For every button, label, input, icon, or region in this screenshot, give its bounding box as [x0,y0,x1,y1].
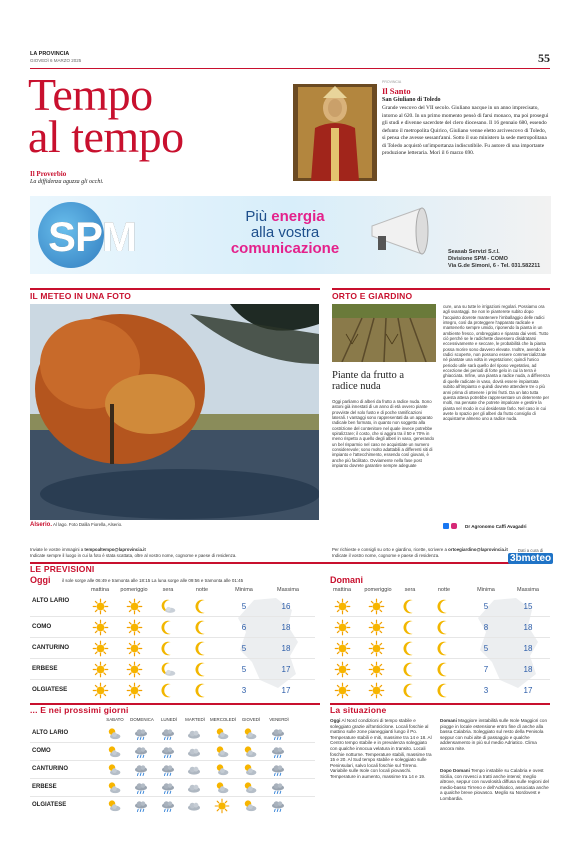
max-temp: 18 [523,644,533,653]
sun-icon [368,619,385,636]
max-temp: 18 [281,644,291,653]
min-temp: 5 [241,644,247,653]
ad-headline-a: Più [245,208,272,225]
col-sera: sera [162,587,174,593]
orto-col1: Oggi parliamo di alberi da frutto a radice nuda. Sono astoni già innestati di un anno di età ovvero piante provviste del solo fusto e di poche ramificazioni laterali. I vantaggi sono rappresentati da un apparato radicale ben formato, in quanto non soggetto alla costrizione del contenitore nel quale invece potrebbe spiralizzare; il costo, che si aggira tra il 50 e 70% in meno rispetto a quello degli alberi in vaso, generando un bel risparmio nel caso ne acquistiate un numero considerevole; sono molto adattabili a differenti siti di impianto e l'attecchimento, essendo così giovani, è anche più facilitato. Ovviamente nella fase post impianto dovrete garantire sempre adeguate [332,399,434,469]
previsioni-top-rule [30,562,550,564]
sun-icon [126,661,143,678]
moon-icon [194,661,211,678]
row-divider [30,742,315,743]
day-header: GIOVEDÌ [241,717,261,722]
orto-author: Dr Agronomo Caffi Avagadri [465,523,527,529]
rain-icon [133,780,149,796]
oggi-label: Oggi [30,575,51,585]
min-temp: 3 [483,686,489,695]
row-divider [30,616,315,617]
issue-date: GIOVEDÌ 6 MARZO 2025 [30,58,82,63]
day-header: SABATO [106,717,124,722]
row-divider [30,760,315,761]
day-header: DOMENICA [130,717,154,722]
orto-invite [332,547,508,559]
col-sera-domani: sera [404,587,416,593]
prossimi-title: ... E nei prossimi giorni [30,705,129,715]
facebook-icon[interactable] [443,523,449,529]
instagram-icon[interactable] [451,523,457,529]
orto-social [443,523,527,529]
col-pomeriggio-domani: pomeriggio [364,587,392,593]
day-header: MARTEDÌ [185,717,205,722]
moon-icon [402,598,419,615]
moon-icon [160,640,177,657]
sun-cloud-icon [106,744,122,760]
situazione-oggi-label: Oggi [330,718,341,723]
sun-icon [368,682,385,699]
sun-cloud-icon [242,780,258,796]
santo-block [382,80,550,158]
sun-cloud-icon [106,726,122,742]
domani-label: Domani [330,575,364,585]
min-temp: 8 [483,623,489,632]
sun-icon [126,640,143,657]
cloud-icon [186,726,202,742]
max-temp: 18 [281,623,291,632]
foto-email-link[interactable]: tempoaltempo@laprovincia.it [84,547,146,552]
sun-icon [214,798,230,814]
sun-cloud-icon [214,762,230,778]
foto-caption-text: Al lago. Foto Dalila Fiorella, Alserio. [53,522,123,527]
moon-icon [402,619,419,636]
megaphone-icon [366,206,436,256]
sun-icon [368,661,385,678]
cloud-icon [186,780,202,796]
rain-icon [133,726,149,742]
row-divider [30,637,315,638]
sun-cloud-icon [214,744,230,760]
row-divider [330,616,550,617]
min-temp: 5 [241,602,247,611]
moon-cloud-icon [160,598,177,615]
col-massima-domani: Massima [516,587,539,593]
rain-icon [160,726,176,742]
row-divider [30,658,315,659]
max-temp: 17 [281,665,291,674]
min-temp: 7 [483,665,489,674]
rain-icon [160,744,176,760]
city-name: ERBESE [32,665,58,672]
credit-label: Dati a cura di [517,548,544,553]
sun-icon [334,682,351,699]
orto-photo [332,304,436,362]
row-divider [30,796,315,797]
ad-headline-3: comunicazione [230,240,340,257]
foto-invite-2: Indicate sempre il luogo in cui la foto è stata scattata, oltre al vostro nome, cognome e paese di residenza. [30,553,237,558]
sun-cloud-icon [214,780,230,796]
sun-cloud-icon [242,726,258,742]
cloud-icon [186,762,202,778]
rain-icon [270,780,286,796]
paper-name: LA PROVINCIA [30,51,70,57]
moon-icon [402,640,419,657]
main-title-line2: al tempo [28,111,184,162]
city-name: COMO [32,623,52,630]
moon-icon [194,619,211,636]
santo-label: Il Santo [382,86,411,96]
city-name: ALTO LARIO [32,597,70,604]
sun-cloud-icon [242,744,258,760]
city-name: OLGIATESE [32,686,68,693]
min-temp: 6 [241,623,247,632]
orto-rule [332,288,550,290]
row-divider [330,679,550,680]
situazione-dopo [440,768,550,802]
min-temp: 5 [241,665,247,674]
foto-section-title: IL METEO IN UNA FOTO [30,291,132,301]
ad-headline-2: alla vostra [250,224,320,241]
city-name: CANTURINO [32,766,68,772]
masthead [30,51,550,65]
day-header: MERCOLEDÌ [209,717,237,722]
moon-icon [436,682,453,699]
foto-invite [30,547,236,559]
col-minima-domani: Minima [477,587,495,593]
rain-icon [270,798,286,814]
min-temp: 3 [241,686,247,695]
santo-text: Grande vescovo del VII secolo. Giuliano nacque in un anno imprecisato, intorno al 620. In un primo momento pensò di farsi monaco, ma poi proseguì gli studi e divenne sacerdote del clero diocesano. Il 16 gennaio 680, essendo defunto il metropolita Quirico, Giuliano venne eletto arcivescovo di Toledo, si pensa che avesse sessant'anni. Sotto il suo ministero la sede metropolitana di Toledo acquistò un'importanza indiscutibile. Fu autore di una importante produzione letteraria. Morì il 6 marzo 690. [382,105,549,156]
col-notte-domani: notte [437,587,451,593]
main-title [28,69,184,162]
sun-icon [368,598,385,615]
sun-icon [368,640,385,657]
rain-icon [160,798,176,814]
orto-invite-2: Indicate il vostro nome, cognome e paese di residenza. [332,553,440,558]
weather-photo [30,304,319,520]
sun-icon [334,661,351,678]
rain-icon [160,780,176,796]
sun-cloud-icon [106,798,122,814]
min-temp: 5 [483,602,489,611]
ad-contact-3: Via G.de Simoni, 6 - Tel. 031.582211 [448,263,541,269]
spm-logo: SPM [48,213,137,260]
ad-headline-b: energia [271,208,325,225]
max-temp: 15 [523,602,533,611]
moon-icon [194,640,211,657]
moon-icon [436,640,453,657]
foto-caption [30,522,122,528]
col-mattina: mattina [90,587,110,593]
city-name: ALTO LARIO [32,730,69,736]
row-divider [30,679,315,680]
foto-place: Alserio. [30,522,53,528]
main-title-line1: Tempo [28,69,153,120]
max-temp: 18 [523,623,533,632]
day-header: VENERDÌ [269,717,289,722]
moon-icon [194,598,211,615]
3bmeteo-logo: 3bmeteo [510,553,552,564]
ad-contact [448,249,540,270]
sun-icon [334,598,351,615]
min-temp: 5 [483,644,489,653]
moon-icon [402,661,419,678]
sun-cloud-icon [214,726,230,742]
proverbio-label: Il Proverbio [30,170,67,178]
sun-cloud-icon [242,762,258,778]
proverbio [30,170,104,185]
city-name: ERBESE [32,784,57,790]
row-divider [330,637,550,638]
rain-icon [133,762,149,778]
moon-icon [436,661,453,678]
sun-icon [126,619,143,636]
city-name: OLGIATESE [32,802,67,808]
day-header: LUNEDÌ [160,717,178,722]
sun-cloud-icon [106,780,122,796]
situazione-oggi [330,718,434,780]
sun-cloud-icon [242,798,258,814]
row-divider [30,778,315,779]
situazione-title: La situazione [330,705,387,715]
ad-contact-2: Divisione SPM - COMO [448,256,508,262]
situazione-domani-text: Maggiore instabilità sulle Isole Maggiori con piogge in locale estensione entro fine dì anche alla bassa Calabria. Soleggiato sul resto della Penisola seppur con nubi alte di passaggio e qualche addensamento in più sul medio Adriatico. Clima ancora mite. [440,718,547,751]
santo-image [293,84,377,181]
sun-icon [92,661,109,678]
col-minima: Minima [235,587,253,593]
orto-title: Piante da frutto a radice nuda [332,370,405,392]
spm-advertisement[interactable] [30,196,551,274]
sun-icon [126,682,143,699]
sun-icon [334,619,351,636]
foto-invite-1: Inviate le vostre immagini a [30,547,85,552]
max-temp: 16 [281,602,291,611]
rain-icon [270,744,286,760]
moon-icon [194,682,211,699]
orto-section-title: ORTO E GIARDINO [332,291,413,301]
rain-icon [270,762,286,778]
col-pomeriggio: pomeriggio [120,587,148,593]
orto-col2: cure, una su tutte le irrigazioni regolari. Possiamo ora agli svantaggi. Se non le pianterete subito dopo l'acquisto dovrete mantenere l'imballaggio delle radici integro, così da proteggere l'apparato radicale e mantenerlo sempre umido, riponendo la pianta in un ambiente fresco, ombreggiato e riparato dai venti. Tutto ciò perché se le radichette dovessero disidratarsi eccessivamente e seccare, le probabilità che la pianta possa morire sono davvero elevate. Inoltre, avendo le radici scoperte, non possono essere commercializzate né piantate una volta in vegetazione; quindi l'unico periodo utile sarà quello del riposo vegetativo, ad eccezione dei periodi di forte gelo in cui la terra è ghiacciata. Infine, una pianta a radice nuda, a differenza di quelle radicate in vaso, dovrà essere impiantata subito all'impianto e quindi dovrete attendere tre o più anni prima di ottenere i primi frutti. Da un lato tutta questa attesa potrebbe rappresentare un deterrente per molti, ma pensate che potrete impalcare e gestire la pianta nel modo in cui desiderate farlo. Nel caso in cui avete lo spazio per gli alberi da frutto consiglio di acquistarne almeno uno a radice nuda. [443,304,550,422]
previsioni-title: LE PREVISIONI [30,564,95,574]
sun-icon [126,598,143,615]
sun-icon [92,640,109,657]
col-massima: Massima [276,587,299,593]
moon-icon [436,598,453,615]
moon-icon [402,682,419,699]
max-temp: 18 [523,665,533,674]
cloud-icon [186,798,202,814]
row-divider [330,658,550,659]
moon-icon [436,619,453,636]
moon-icon [160,619,177,636]
rain-icon [270,726,286,742]
ad-headline [220,209,350,257]
rain-icon [133,798,149,814]
orto-invite-1: Per richieste e consigli su orto e giardino, ricette, scrivere a [332,547,449,552]
situazione-domani [440,718,550,752]
santo-name: San Giuliano di Toledo [382,97,441,103]
rain-icon [160,762,176,778]
santo-kicker: PROVINCIA [382,80,402,84]
orto-email-link[interactable]: ortoegiardino@laprovincia.it [448,547,508,552]
proverbio-text: La diffidenza aguzza gli occhi. [30,179,104,185]
city-name: COMO [32,748,51,754]
city-name: CANTURINO [32,644,70,651]
max-temp: 17 [281,686,291,695]
sun-icon [92,598,109,615]
col-mattina-domani: mattina [332,587,352,593]
oggi-info: il sole sorge alle 06:49 e tramonta alle 18:15 La luna sorge alle 09:56 e tramonta alle 01:45 [62,578,244,583]
sun-icon [92,619,109,636]
moon-cloud-icon [160,661,177,678]
situazione-dopo-label: Dopo Domani [440,768,470,773]
col-notte: notte [195,587,209,593]
situazione-oggi-text: Al Nord condizioni di tempo stabile e soleggiato grazie all'anticiclone. Locali foschie al mattino sulle zone pianeggianti lungo il Po. Temperature stabili e miti, massime tra 14 e 18. Al Centro tempo stabile e in prevalenza soleggiato con qualche innocua velatura in transito. Locali foschie notturne. Temperature stabili, massime tra 15 e 20. Al Sud tempo stabile e soleggiato sulle Peninsulari, salvo locali foschie sul Tirreno. Variabile sulle Isole con locali piovaschi. Temperature in aumento, massime tra 14 e 19. [330,718,432,779]
rain-icon [133,744,149,760]
moon-icon [160,682,177,699]
previsioni-credit [508,548,553,564]
ad-contact-1: Seasab Servizi S.r.l. [448,249,500,255]
situazione-dopo-text: Tempo instabile su Calabria e ovest Sicilia, con rovesci a tratti anche intensi; meglio altrove, seppur con nuvolosità diffusa sulle regioni del medio-basso Tirreno e dell'Adriatico, associata anche a qualche breve piovasco. Meglio su Nordovest e Lombardia. [440,768,549,801]
page-number: 55 [538,51,550,65]
sun-icon [334,640,351,657]
foto-rule [30,288,320,290]
situazione-domani-label: Domani [440,718,457,723]
max-temp: 17 [523,686,533,695]
cloud-icon [186,744,202,760]
sun-icon [92,682,109,699]
sun-cloud-icon [106,762,122,778]
